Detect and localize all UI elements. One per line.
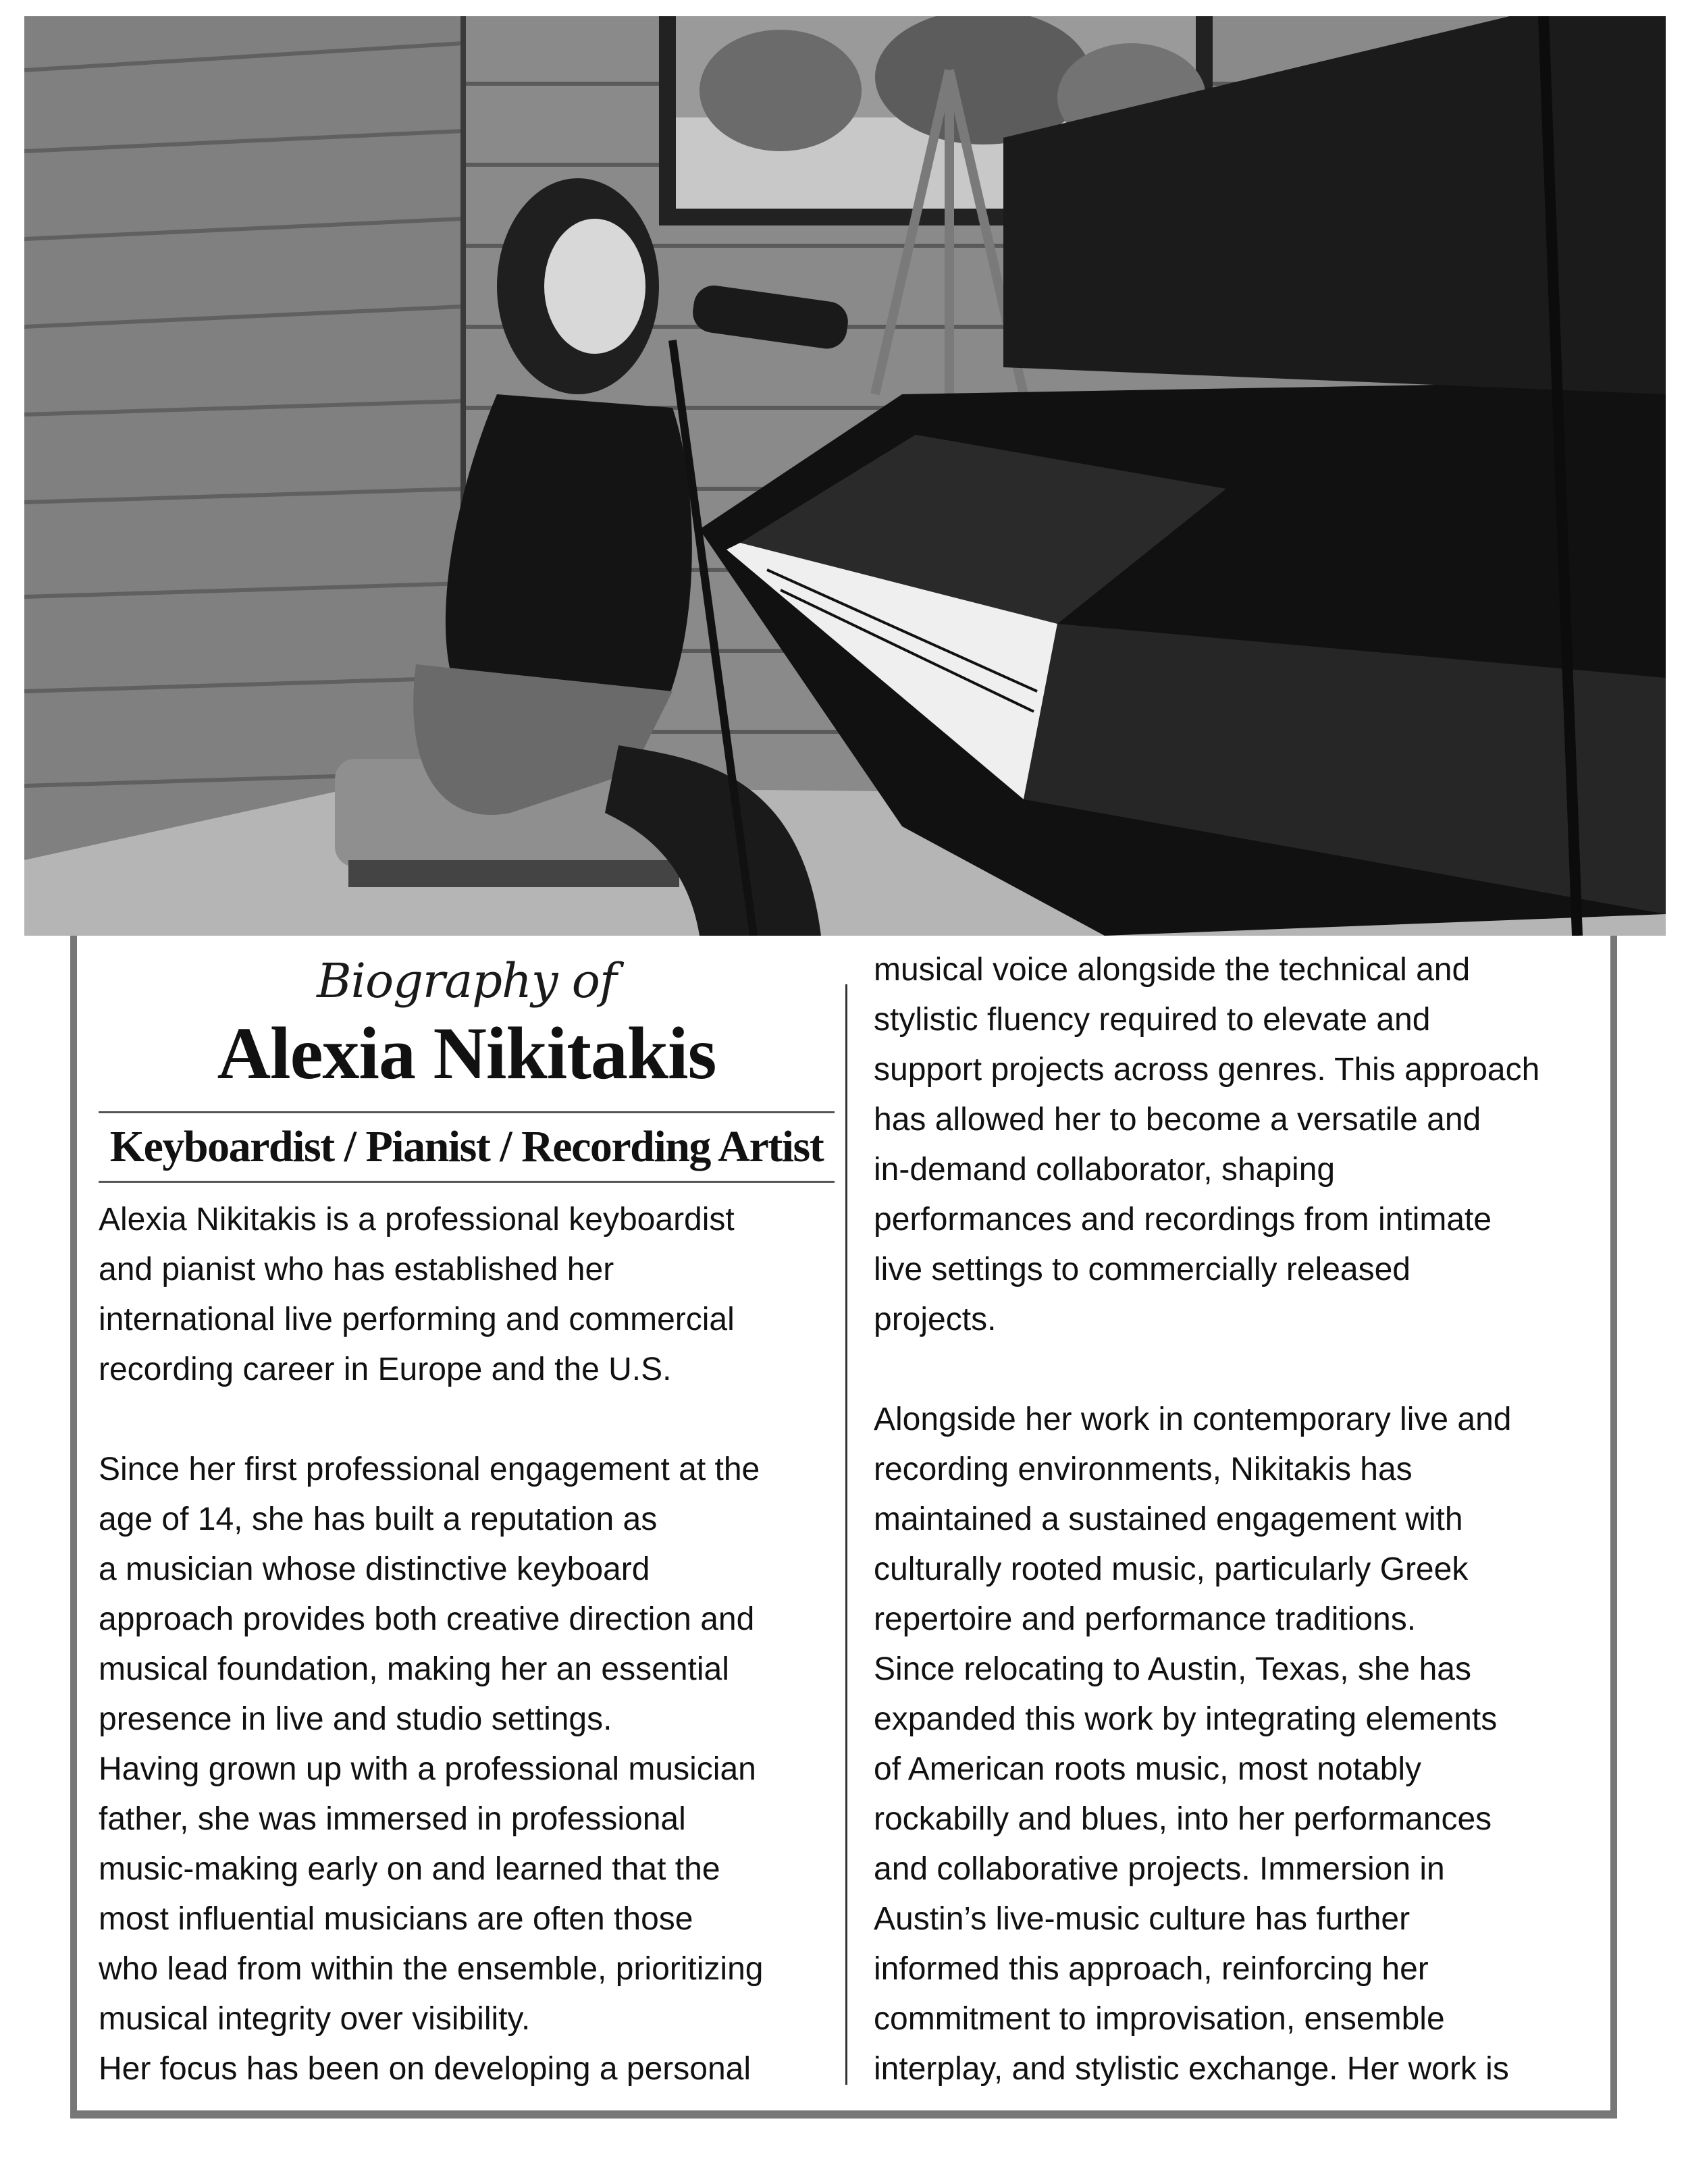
bio-paragraph-1: Alexia Nikitakis is a professional keyboardist and pianist who has established her international live performing and commercial recording career in Europe and the U.S. [99,1202,735,1387]
hero-photo [24,16,1666,936]
column-divider [845,984,847,2085]
right-column [874,945,1616,2094]
bio-paragraph-6: Alongside her work in contemporary live and recording environments, Nikitakis has maintained a sustained engagement with culturally rooted music, particularly Greek repertoire and performance traditions. [874,1402,1512,1637]
biography-of-heading: Biography of [317,953,616,1009]
piano-performer-photo [24,16,1666,936]
left-column [99,945,835,2094]
artist-name: Alexia Nikitakis [217,1012,716,1094]
bio-paragraph-4: Her focus has been on developing a personal [99,2051,751,2087]
bio-paragraph-3: Having grown up with a professional musician father, she was immersed in professional music-making early on and learned that the most influential musicians are often those who lead from within the ensemble, prioritizing musical integrity over visibility. [99,1751,764,2037]
artist-roles: Keyboardist / Pianist / Recording Artist [109,1122,824,1171]
bio-paragraph-2: Since her first professional engagement at the age of 14, she has built a reputation as a musician whose distinctive keyboard approach provides both creative direction and musical foundation, making her an essential presence in live and studio settings. [99,1451,760,1737]
bio-paragraph-5: musical voice alongside the technical and stylistic fluency required to elevate and support projects across genres. This approach has allowed her to become a versatile and in-demand collaborator, shaping performances and recordings from intimate live settings to commercially released projects. [874,952,1540,1337]
bio-paragraph-7: Since relocating to Austin, Texas, she has expanded this work by integrating elements of American roots music, most notably rockabilly and blues, into her performances and collaborative projects. Immersion in Austin’s live-music culture has further informed this approach, reinforcing her commitment to improvisation, ensemble interplay, and stylistic exchange. Her work is [874,1651,1509,2087]
